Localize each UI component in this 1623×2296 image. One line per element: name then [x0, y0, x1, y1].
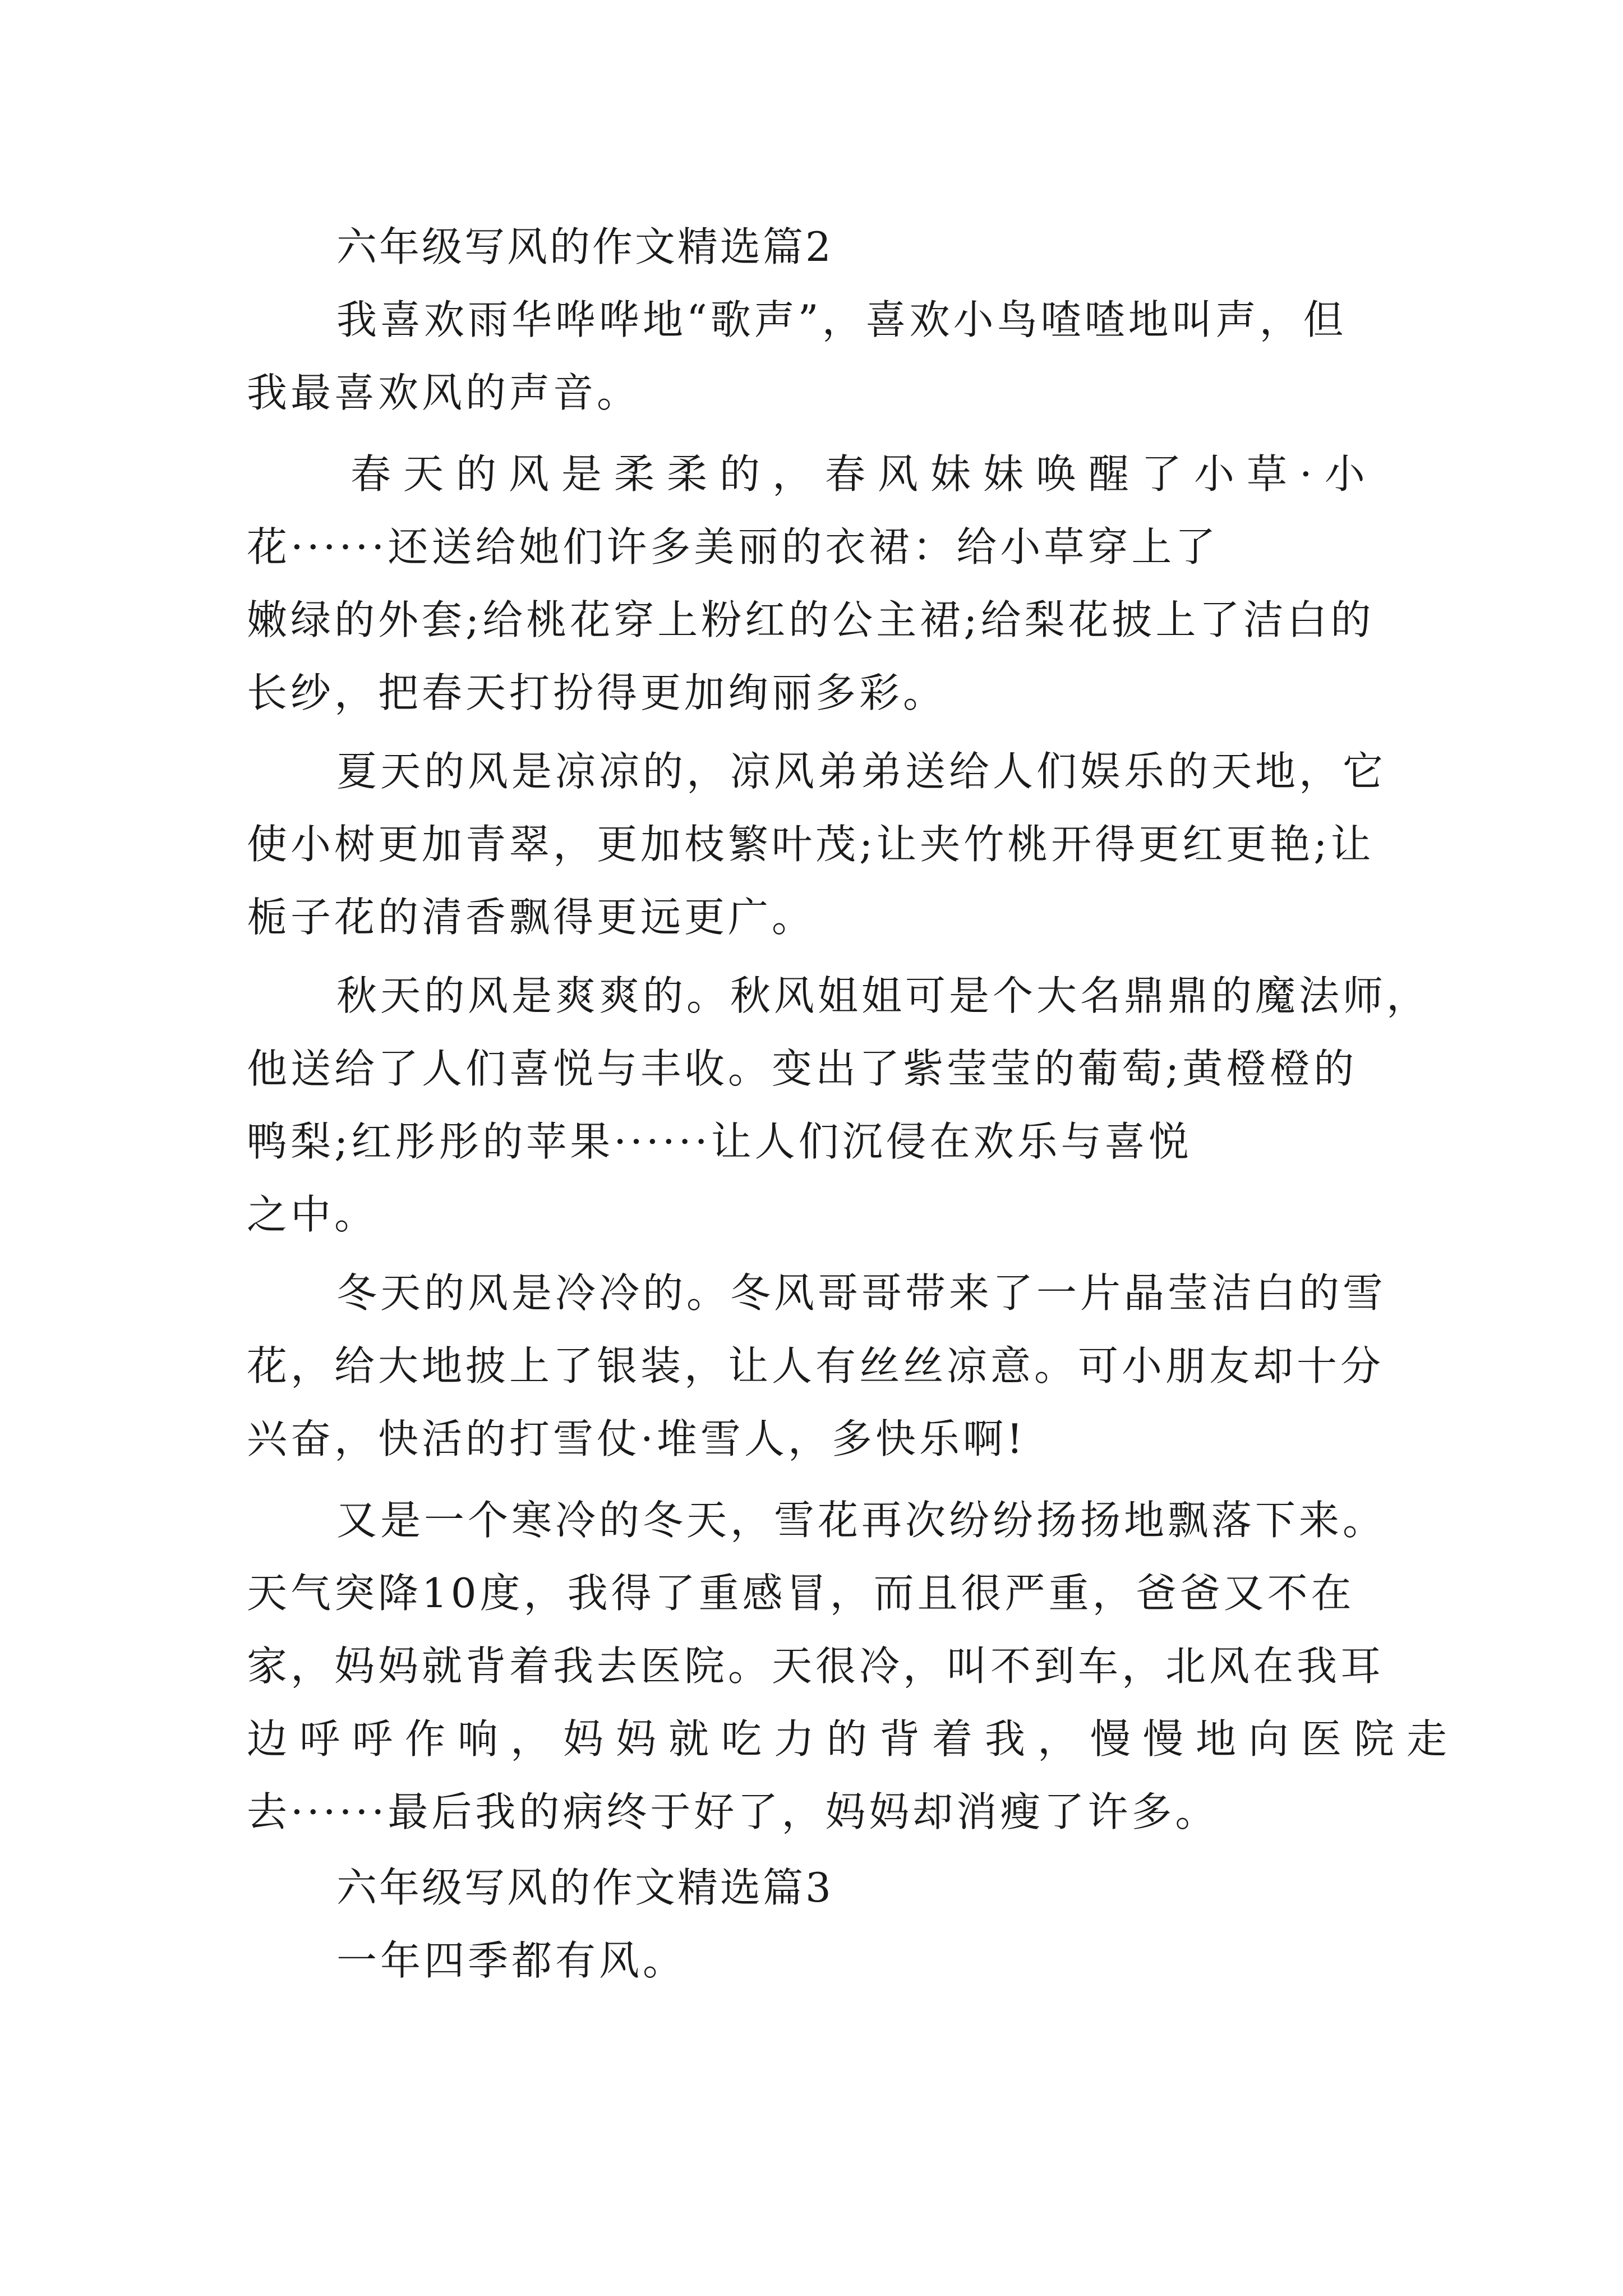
paragraph-line: 冬天的风是冷冷的。冬风哥哥带来了一片晶莹洁白的雪	[336, 1269, 1387, 1317]
paragraph-line: 一年四季都有风。	[336, 1937, 687, 1984]
paragraph-line: 家，妈妈就背着我去医院。天很冷，叫不到车，北风在我耳	[247, 1642, 1385, 1690]
paragraph-line: 我喜欢雨华哗哗地“歌声”，喜欢小鸟喳喳地叫声，但	[336, 296, 1347, 343]
paragraph-line: 我最喜欢风的声音。	[247, 369, 641, 416]
paragraph-line: 秋天的风是爽爽的。秋风姐姐可是个大名鼎鼎的魔法师，	[336, 972, 1431, 1019]
paragraph-line: 使小树更加青翠，更加枝繁叶茂;让夹竹桃开得更红更艳;让	[247, 821, 1375, 868]
paragraph-line: 去······最后我的病终于好了，妈妈却消瘦了许多。	[247, 1788, 1219, 1835]
paragraph-line: 栀子花的清香飘得更远更广。	[247, 894, 816, 941]
essay-heading-3: 六年级写风的作文精选篇3	[336, 1864, 833, 1911]
paragraph-line: 花，给大地披上了银装，让人有丝丝凉意。可小朋友却十分	[247, 1342, 1385, 1389]
paragraph-line: 嫩绿的外套;给桃花穿上粉红的公主裙;给梨花披上了洁白的	[247, 596, 1375, 643]
paragraph-line: 春天的风是柔柔的，春风妹妹唤醒了小草·小	[351, 450, 1377, 498]
paragraph-line: 天气突降10度，我得了重感冒，而且很严重，爸爸又不在	[247, 1570, 1355, 1617]
paragraph-line: 花······还送给她们许多美丽的衣裙：给小草穿上了	[247, 523, 1219, 570]
paragraph-line: 又是一个寒冷的冬天，雪花再次纷纷扬扬地飘落下来。	[336, 1497, 1387, 1544]
paragraph-line: 兴奋，快活的打雪仗·堆雪人，多快乐啊!	[247, 1415, 1026, 1462]
paragraph-line: 之中。	[247, 1191, 379, 1238]
paragraph-line: 鸭梨;红彤彤的苹果······让人们沉侵在欢乐与喜悦	[247, 1118, 1192, 1165]
paragraph-line: 长纱，把春天打扮得更加绚丽多彩。	[247, 669, 947, 716]
paragraph-line: 夏天的风是凉凉的，凉风弟弟送给人们娱乐的天地，它	[336, 748, 1387, 795]
paragraph-line: 边呼呼作响，妈妈就吃力的背着我，慢慢地向医院走	[247, 1715, 1460, 1763]
essay-heading-2: 六年级写风的作文精选篇2	[336, 223, 833, 270]
paragraph-line: 他送给了人们喜悦与丰收。变出了紫莹莹的葡萄;黄橙橙的	[247, 1045, 1358, 1092]
